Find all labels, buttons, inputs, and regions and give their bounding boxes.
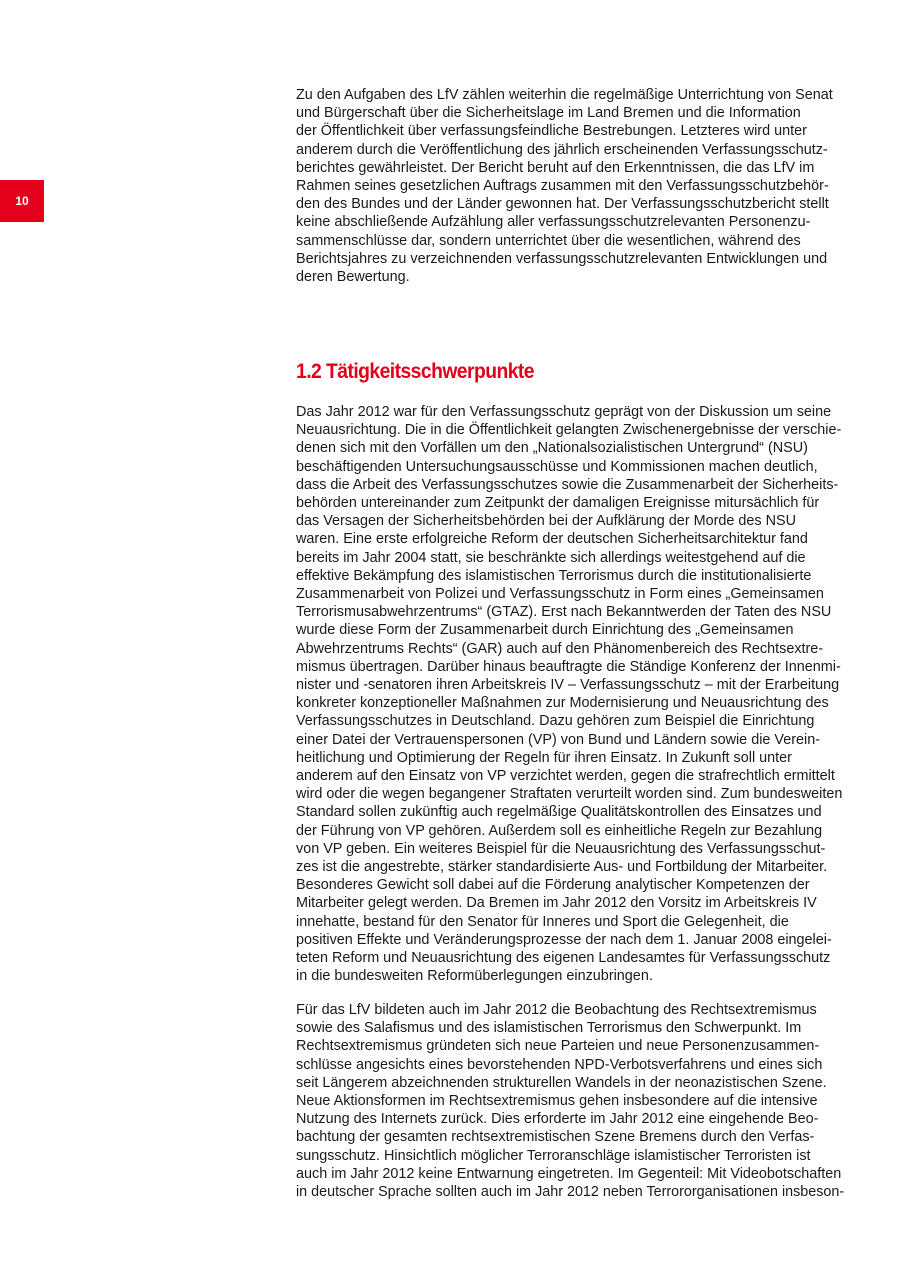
text-line: effektive Bekämpfung des islamistischen Terrorismus durch die institutionalisierte — [296, 567, 812, 584]
text-line: seit Längerem abzeichnenden strukturellen Wandels in der neonazistischen Szene. — [296, 1074, 827, 1091]
intro-paragraph — [296, 86, 844, 286]
text-line: positiven Effekte und Veränderungsprozesse der nach dem 1. Januar 2008 eingelei- — [296, 931, 832, 948]
text-line: keine abschließende Aufzählung aller verfassungsschutzrelevanten Personenzu- — [296, 214, 811, 231]
section-paragraph-2 — [296, 1001, 844, 1201]
text-line: innehatte, bestand für den Senator für Inneres und Sport die Gelegenheit, die — [296, 913, 789, 930]
text-line: beschäftigenden Untersuchungsausschüsse und Kommissionen machen deutlich, — [296, 458, 818, 475]
text-line: Rechtsextremismus gründeten sich neue Parteien und neue Personenzusammen- — [296, 1038, 820, 1055]
text-line: Besonderes Gewicht soll dabei auf die Förderung analytischer Kompetenzen der — [296, 877, 810, 894]
text-line: bachtung der gesamten rechtsextremistischen Szene Bremens durch den Verfas- — [296, 1129, 815, 1146]
text-line: der Öffentlichkeit über verfassungsfeindliche Bestrebungen. Letzteres wird unter — [296, 123, 807, 140]
text-line: waren. Eine erste erfolgreiche Reform der deutschen Sicherheitsarchitektur fand — [296, 531, 808, 548]
text-line: bereits im Jahr 2004 statt, sie beschränkte sich allerdings weitestgehend auf die — [296, 549, 806, 566]
text-line: das Versagen der Sicherheitsbehörden bei der Aufklärung der Morde des NSU — [296, 513, 796, 530]
text-line: einer Datei der Vertrauenspersonen (VP) von Bund und Ländern sowie die Verein- — [296, 731, 820, 748]
text-line: Das Jahr 2012 war für den Verfassungsschutz geprägt von der Diskussion um seine — [296, 404, 832, 420]
text-line: zes ist die angestrebte, stärker standardisierte Aus- und Fortbildung der Mitarbeiter. — [296, 859, 828, 876]
text-line: berichtes gewährleistet. Der Bericht beruht auf den Erkenntnissen, die das LfV im — [296, 159, 815, 176]
text-line: anderem durch die Veröffentlichung des jährlich erscheinenden Verfassungsschutz- — [296, 141, 828, 158]
text-line: Terrorismusabwehrzentrums“ (GTAZ). Erst nach Bekanntwerden der Taten des NSU — [296, 604, 832, 621]
text-line: sungsschutz. Hinsichtlich möglicher Terroranschläge islamistischer Terroristen ist — [296, 1147, 811, 1164]
text-line: Berichtsjahres zu verzeichnenden verfassungsschutzrelevanten Entwicklungen und — [296, 250, 828, 267]
text-line: Für das LfV bildeten auch im Jahr 2012 die Beobachtung des Rechtsextremismus — [296, 1002, 817, 1018]
text-line: der Führung von VP gehören. Außerdem soll es einheitliche Regeln zur Bezahlung — [296, 822, 823, 839]
text-line: wird oder die wegen begangener Straftaten verurteilt worden sind. Zum bundesweiten — [296, 786, 843, 803]
text-line: Standard sollen zukünftig auch regelmäßige Qualitätskontrollen des Einsatzes und — [296, 804, 822, 821]
section-heading: 1.2 Tätigkeitsschwerpunkte — [296, 360, 534, 383]
text-line: nister und -senatoren ihren Arbeitskreis IV – Verfassungsschutz – mit der Erarbeitung — [296, 677, 840, 694]
text-line: Mitarbeiter gelegt werden. Da Bremen im Jahr 2012 den Vorsitz im Arbeitskreis IV — [296, 895, 817, 912]
text-line: teten Reform und Neuausrichtung des eigenen Landesamtes für Verfassungsschutz — [296, 950, 831, 967]
text-line: sowie des Salafismus und des islamistischen Terrorismus den Schwerpunkt. Im — [296, 1020, 802, 1037]
page-number-tab — [0, 180, 44, 222]
text-line: Nutzung des Internets zurück. Dies erforderte im Jahr 2012 eine eingehende Beo- — [296, 1111, 819, 1128]
text-line: heitlichung und Optimierung der Regeln für ihren Einsatz. In Zukunft soll unter — [296, 749, 792, 766]
text-line: Zusammenarbeit von Polizei und Verfassungsschutz in Form eines „Gemeinsamen — [296, 586, 824, 603]
text-line: anderem auf den Einsatz von VP verzichtet werden, gegen die strafrechtlich ermittelt — [296, 768, 835, 785]
page-number: 10 — [15, 194, 29, 208]
text-line: in die bundesweiten Reformüberlegungen einzubringen. — [296, 968, 653, 985]
text-line: Neuausrichtung. Die in die Öffentlichkeit gelangten Zwischenergebnisse der verschie- — [296, 422, 842, 439]
text-line: sammenschlüsse dar, sondern unterrichtet über die wesentlichen, während des — [296, 232, 801, 249]
text-line: in deutscher Sprache sollten auch im Jahr 2012 neben Terrororganisationen insbeson- — [296, 1184, 845, 1201]
text-line: von VP geben. Ein weiteres Beispiel für die Neuausrichtung des Verfassungsschut- — [296, 840, 826, 857]
text-line: deren Bewertung. — [296, 269, 410, 286]
text-line: Neue Aktionsformen im Rechtsextremismus gehen insbesondere auf die intensive — [296, 1093, 818, 1110]
text-line: Abwehrzentrums Rechts“ (GAR) auch auf den Phänomenbereich des Rechtsextre- — [296, 640, 824, 657]
text-line: wurde diese Form der Zusammenarbeit durch Einrichtung des „Gemeinsamen — [296, 622, 794, 639]
text-line: mismus übertragen. Darüber hinaus beauftragte die Ständige Konferenz der Innenmi- — [296, 658, 841, 675]
text-line: Zu den Aufgaben des LfV zählen weiterhin die regelmäßige Unterrichtung von Senat — [296, 87, 833, 103]
text-line: Verfassungsschutzes in Deutschland. Dazu gehören zum Beispiel die Einrichtung — [296, 713, 815, 730]
text-line: dass die Arbeit des Verfassungsschutzes sowie die Zusammenarbeit der Sicherheits- — [296, 476, 839, 493]
text-line: auch im Jahr 2012 keine Entwarnung eingetreten. Im Gegenteil: Mit Videobotschaften — [296, 1165, 842, 1182]
text-line: behörden untereinander zum Zeitpunkt der damaligen Ereignisse mitursächlich für — [296, 495, 820, 512]
text-line: denen sich mit den Vorfällen um den „Nationalsozialistischen Untergrund“ (NSU) — [296, 440, 808, 457]
text-line: den des Bundes und der Länder gewonnen hat. Der Verfassungsschutzbericht stellt — [296, 196, 829, 213]
text-line: schlüsse angesichts eines bevorstehenden NPD-Verbotsverfahrens und eines sich — [296, 1056, 823, 1073]
text-line: konkreter konzeptioneller Maßnahmen zur Modernisierung und Neuausrichtung des — [296, 695, 829, 712]
section-paragraph-1 — [296, 403, 844, 986]
text-line: Rahmen seines gesetzlichen Auftrags zusammen mit den Verfassungsschutzbehör- — [296, 178, 829, 195]
text-line: und Bürgerschaft über die Sicherheitslage im Land Bremen und die Information — [296, 105, 801, 122]
